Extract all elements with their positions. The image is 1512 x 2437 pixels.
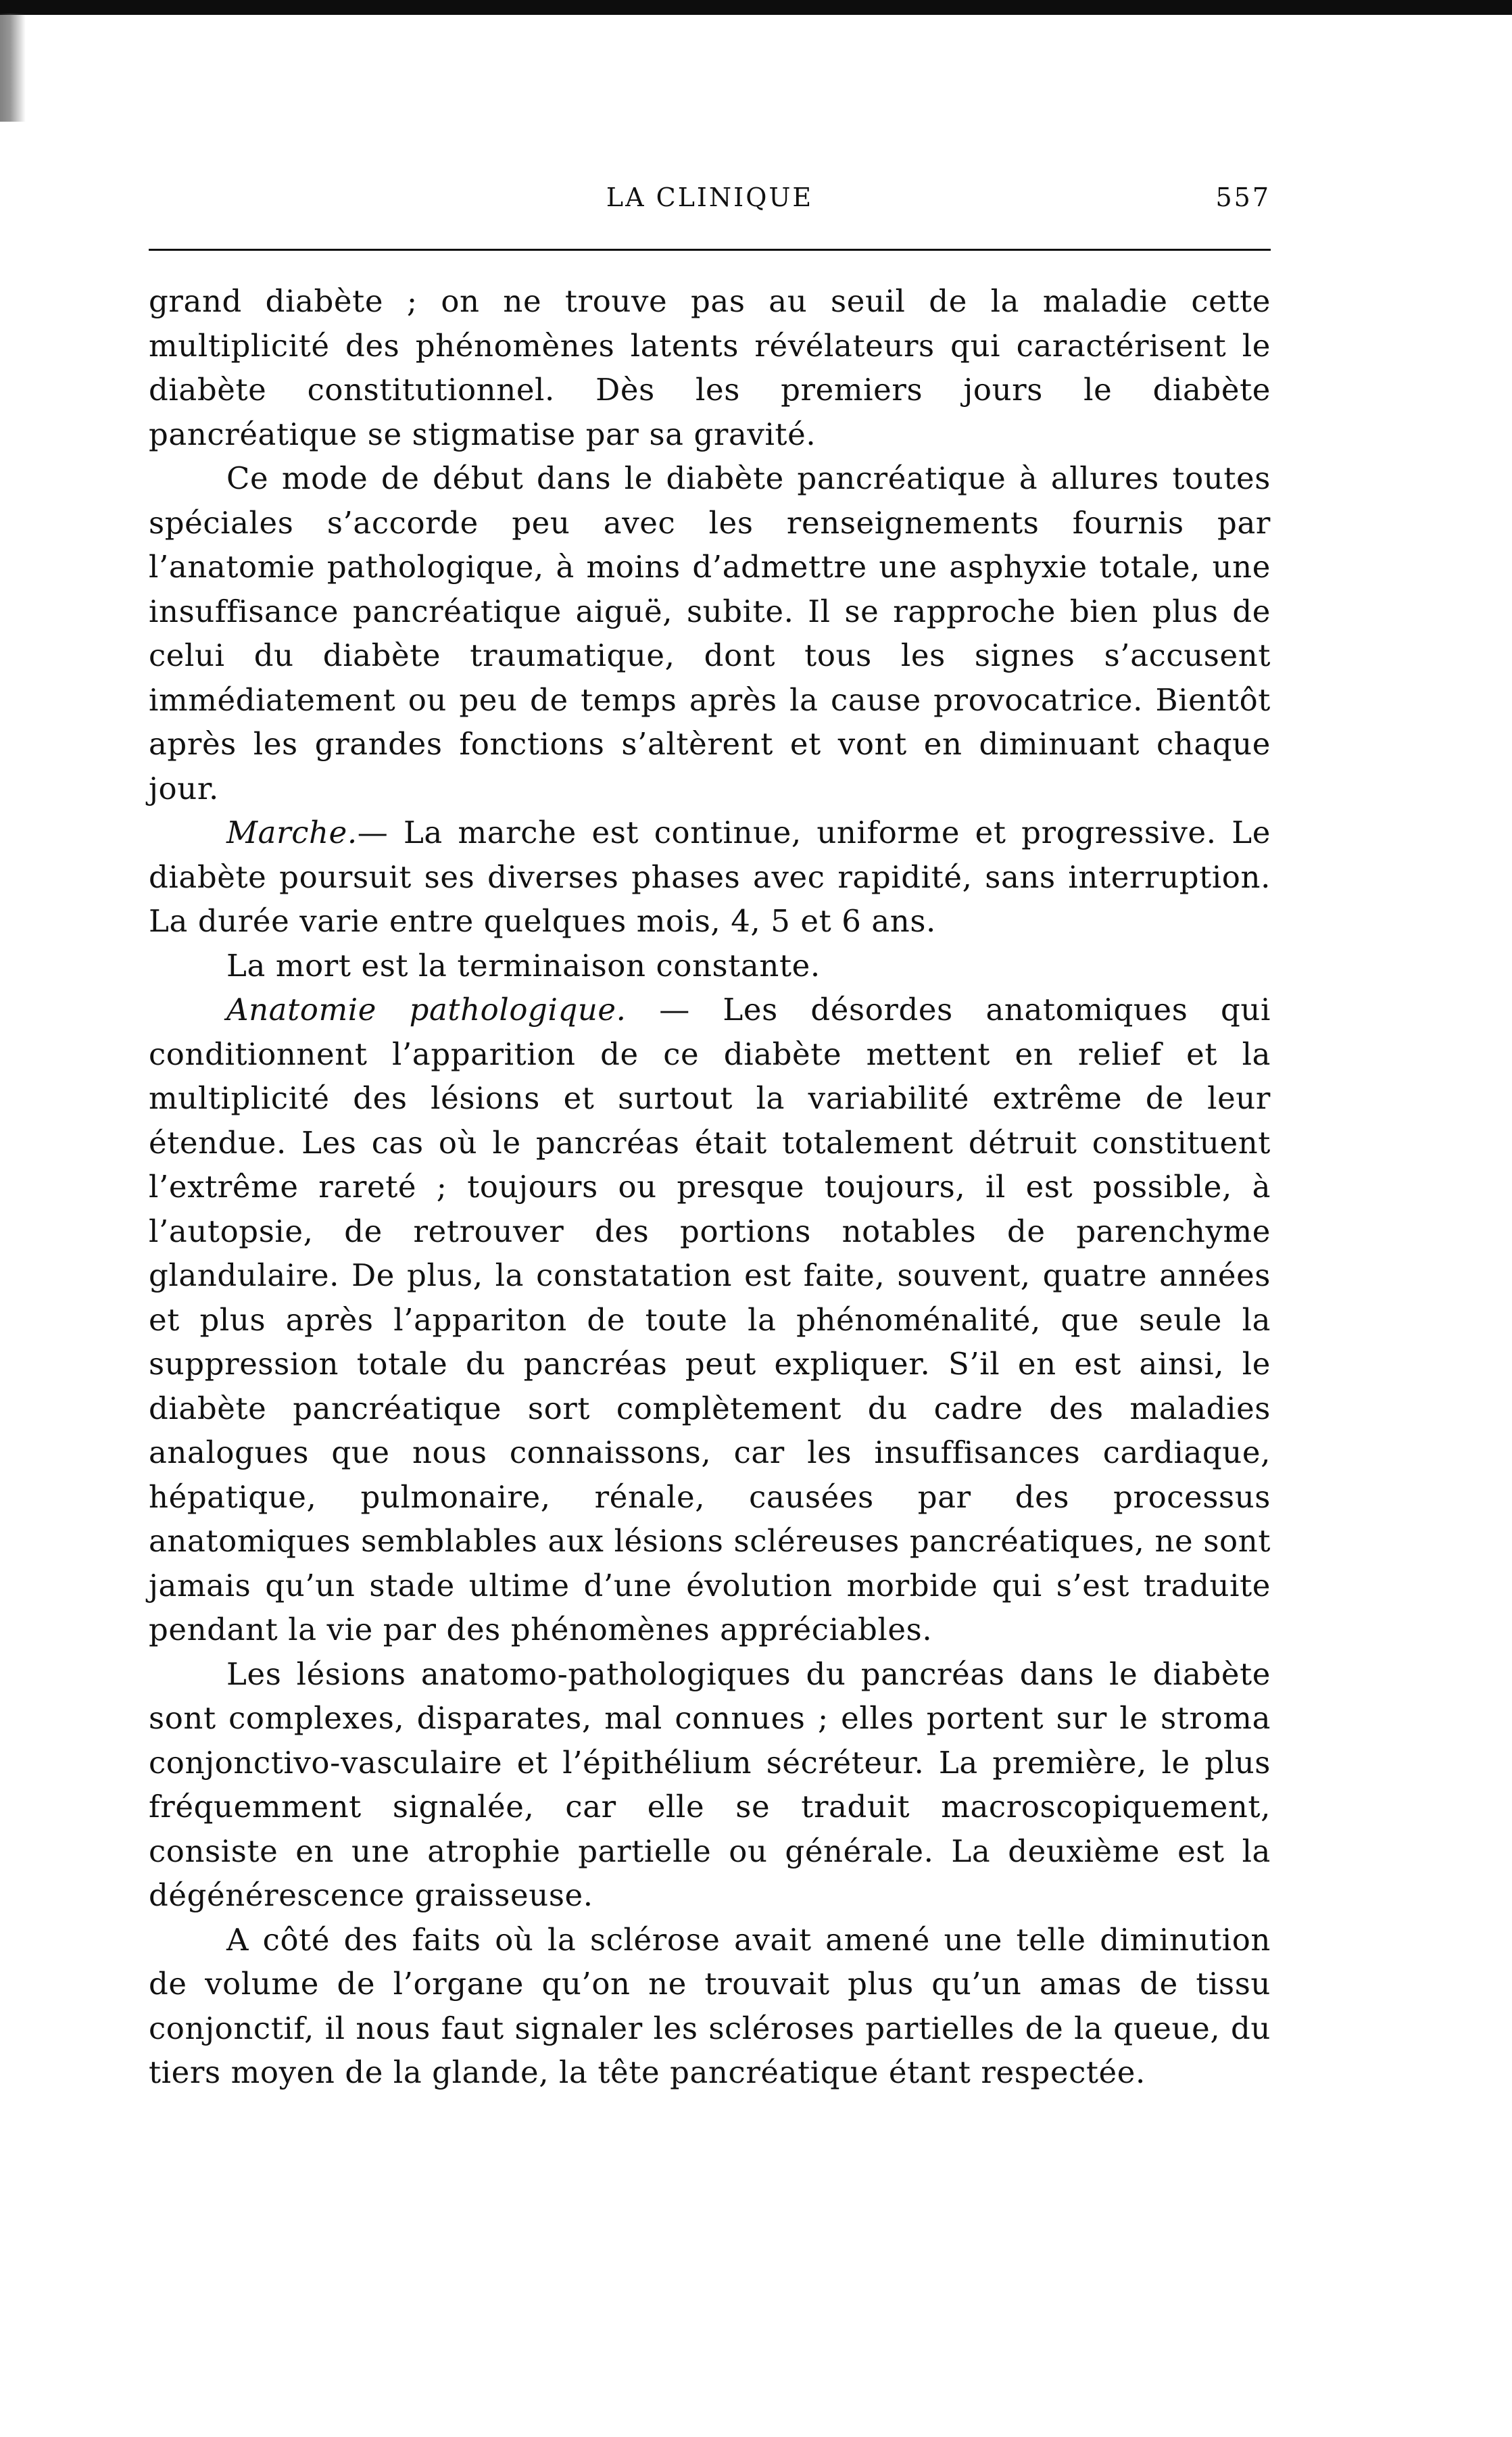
paragraph-2-text: Ce mode de début dans le diabète pancréatique à allures toutes spéciales s’accorde peu avec les renseignements fournis par l’anatomie pathologique, à moins d’admettre une asphyxie totale, une insuffisance pancréatique aiguë, subite. Il se rapproche bien plus de celui du diabète traumatique, dont tous les signes s’accusent immédiatement ou peu de temps après la cause provocatrice. Bientôt après les grandes fonctions s’altèrent et vont en diminuant chaque jour.	[149, 460, 1271, 806]
paragraph-1-text: grand diabète ; on ne trouve pas au seuil de la maladie cette multiplicité des phénomènes latents révélateurs qui caractérisent le diabète constitutionnel. Dès les premiers jours le diabète pancréatique se stigmatise par sa gravité.	[149, 283, 1271, 452]
scan-edge-smudge	[0, 14, 26, 122]
header-rule	[149, 249, 1271, 251]
paragraph-anatomie	[149, 988, 1271, 1652]
paragraph-lesions	[149, 1652, 1271, 1918]
paragraph-sclerose	[149, 1918, 1271, 2095]
section-heading-anatomie: Anatomie pathologique.	[226, 992, 627, 1028]
paragraph-2	[149, 456, 1271, 811]
paragraph-lesions-text: Les lésions anatomo-pathologiques du pancréas dans le diabète sont complexes, disparates, mal connues ; elles portent sur le stroma conjonctivo-vasculaire et l’épithélium sécréteur. La première, le plus fréquemment signalée, car elle se traduit macroscopiquement, consiste en une atrophie partielle ou générale. La deuxième est la dégénérescence graisseuse.	[149, 1656, 1271, 1913]
paragraph-sclerose-text: A côté des faits où la sclérose avait amené une telle diminution de volume de l’organe qu’on ne trouvait plus qu’un amas de tissu conjonctif, il nous faut signaler les scléroses partielles de la queue, du tiers moyen de la glande, la tête pancréatique étant respectée.	[149, 1921, 1271, 2090]
running-header	[149, 183, 1271, 223]
page-number: 557	[1215, 183, 1271, 212]
section-heading-marche: Marche.	[226, 815, 358, 850]
scan-top-border	[0, 0, 1512, 15]
running-title: LA CLINIQUE	[606, 183, 814, 212]
body-text	[149, 279, 1271, 2095]
paragraph-marche-text: — La marche est continue, uniforme et progressive. Le diabète poursuit ses diverses phases avec rapidité, sans interruption. La durée varie entre quelques mois, 4, 5 et 6 ans.	[149, 815, 1271, 939]
paragraph-mort-text: La mort est la terminaison constante.	[226, 947, 821, 984]
book-page	[149, 183, 1271, 2095]
paragraph-1	[149, 279, 1271, 456]
paragraph-marche	[149, 811, 1271, 944]
paragraph-mort	[149, 944, 1271, 988]
paragraph-anatomie-text: — Les désordes anatomiques qui conditionnent l’apparition de ce diabète mettent en relief et la multiplicité des lésions et surtout la variabilité extrême de leur étendue. Les cas où le pancréas était totalement détruit constituent l’extrême rareté ; toujours ou presque toujours, il est possible, à l’autopsie, de retrouver des portions notables de parenchyme glandulaire. De plus, la constatation est faite, souvent, quatre années et plus après l’appariton de toute la phénoménalité, que seule la suppression totale du pancréas peut expliquer. S’il en est ainsi, le diabète pancréatique sort complètement du cadre des maladies analogues que nous connaissons, car les insuffisances cardiaque, hépatique, pulmonaire, rénale, causées par des processus anatomiques semblables aux lésions scléreuses pancréatiques, ne sont jamais qu’un stade ultime d’une évolution morbide qui s’est traduite pendant la vie par des phénomènes appréciables.	[149, 992, 1271, 1647]
